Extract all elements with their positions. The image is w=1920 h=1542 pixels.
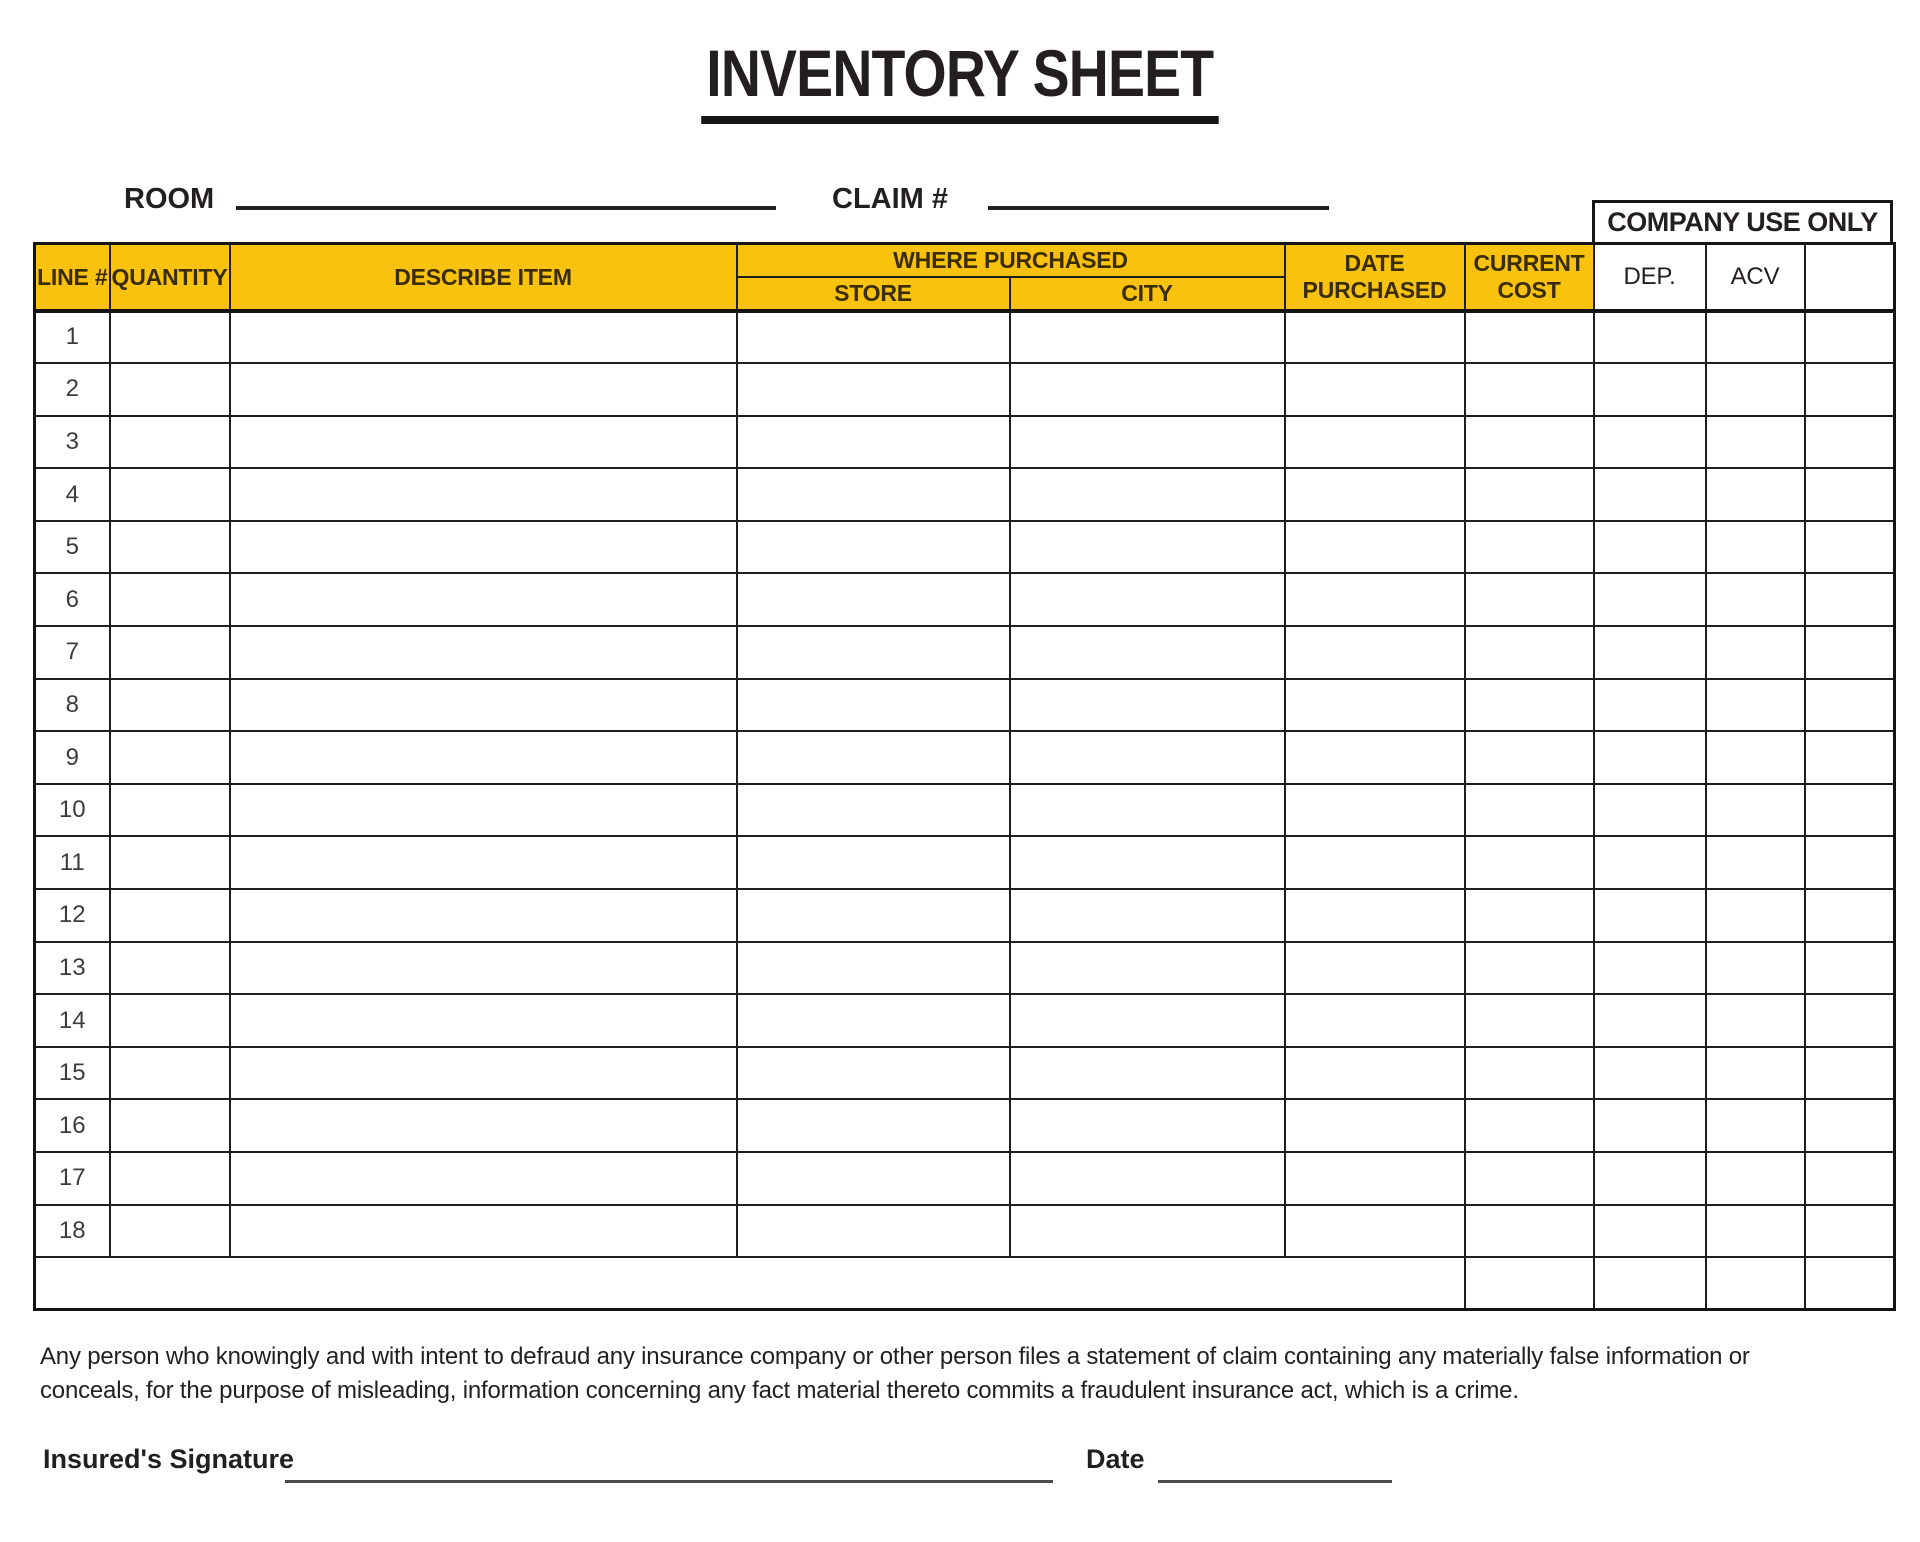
describe-item-cell[interactable] <box>230 573 737 626</box>
line-number-cell: 6 <box>35 573 110 626</box>
extra-cell[interactable] <box>1805 889 1895 942</box>
acv-cell[interactable] <box>1706 416 1805 469</box>
quantity-cell[interactable] <box>110 626 230 679</box>
acv-cell[interactable] <box>1706 784 1805 837</box>
store-cell[interactable] <box>737 311 1010 364</box>
col-header-date-purchased: DATE PURCHASED <box>1285 244 1465 311</box>
city-cell[interactable] <box>1010 731 1285 784</box>
city-cell[interactable] <box>1010 942 1285 995</box>
describe-item-cell[interactable] <box>230 889 737 942</box>
quantity-cell[interactable] <box>110 784 230 837</box>
fraud-warning-text <box>40 1340 1900 1408</box>
store-cell[interactable] <box>737 573 1010 626</box>
dep-cell[interactable] <box>1594 1205 1706 1258</box>
city-cell[interactable] <box>1010 679 1285 732</box>
store-cell[interactable] <box>737 836 1010 889</box>
current-cost-cell[interactable] <box>1465 573 1594 626</box>
date-purchased-cell[interactable] <box>1285 468 1465 521</box>
current-cost-cell[interactable] <box>1465 994 1594 1047</box>
line-number-cell: 5 <box>35 521 110 574</box>
col-header-current-cost: CURRENT COST <box>1465 244 1594 311</box>
store-cell[interactable] <box>737 679 1010 732</box>
line-number-cell: 14 <box>35 994 110 1047</box>
insureds-signature-label: Insured's Signature <box>43 1444 294 1474</box>
extra-cell[interactable] <box>1805 679 1895 732</box>
extra-cell[interactable] <box>1805 784 1895 837</box>
dep-cell[interactable] <box>1594 1099 1706 1152</box>
date-purchased-cell[interactable] <box>1285 942 1465 995</box>
line-number-cell: 8 <box>35 679 110 732</box>
line-number-cell: 1 <box>35 311 110 364</box>
date-purchased-cell[interactable] <box>1285 679 1465 732</box>
acv-cell[interactable] <box>1706 521 1805 574</box>
city-cell[interactable] <box>1010 521 1285 574</box>
extra-cell[interactable] <box>1805 1047 1895 1100</box>
acv-cell[interactable] <box>1706 1047 1805 1100</box>
table-row <box>35 784 1895 837</box>
store-cell[interactable] <box>737 626 1010 679</box>
city-cell[interactable] <box>1010 311 1285 364</box>
store-cell[interactable] <box>737 1047 1010 1100</box>
acv-cell[interactable] <box>1706 1205 1805 1258</box>
fraud-warning-line-1: Any person who knowingly and with intent to defraud any insurance company or other person files a statement of claim containing any materially false information or <box>40 1343 1750 1370</box>
line-number-cell: 17 <box>35 1152 110 1205</box>
extra-cell[interactable] <box>1805 994 1895 1047</box>
current-cost-cell[interactable] <box>1465 416 1594 469</box>
describe-item-cell[interactable] <box>230 836 737 889</box>
acv-cell[interactable] <box>1706 1152 1805 1205</box>
col-header-quantity: QUANTITY <box>110 244 230 311</box>
describe-item-cell[interactable] <box>230 1099 737 1152</box>
city-cell[interactable] <box>1010 1152 1285 1205</box>
acv-cell[interactable] <box>1706 468 1805 521</box>
dep-cell[interactable] <box>1594 416 1706 469</box>
current-cost-cell[interactable] <box>1465 836 1594 889</box>
totals-current-cost-cell[interactable] <box>1465 1257 1594 1309</box>
acv-cell[interactable] <box>1706 889 1805 942</box>
current-cost-cell[interactable] <box>1465 311 1594 364</box>
date-purchased-cell[interactable] <box>1285 416 1465 469</box>
store-cell[interactable] <box>737 1205 1010 1258</box>
current-cost-cell[interactable] <box>1465 784 1594 837</box>
form-title: INVENTORY SHEET <box>701 40 1218 124</box>
totals-acv-cell[interactable] <box>1706 1257 1805 1309</box>
current-cost-cell[interactable] <box>1465 363 1594 416</box>
extra-cell[interactable] <box>1805 731 1895 784</box>
col-header-where-purchased: WHERE PURCHASED <box>737 244 1285 277</box>
store-cell[interactable] <box>737 1099 1010 1152</box>
date-purchased-cell[interactable] <box>1285 731 1465 784</box>
date-purchased-cell[interactable] <box>1285 521 1465 574</box>
extra-cell[interactable] <box>1805 573 1895 626</box>
line-number-cell: 4 <box>35 468 110 521</box>
table-row <box>35 1047 1895 1100</box>
col-header-extra <box>1805 244 1895 311</box>
date-label: Date <box>1086 1444 1145 1474</box>
extra-cell[interactable] <box>1805 836 1895 889</box>
extra-cell[interactable] <box>1805 1152 1895 1205</box>
store-cell[interactable] <box>737 363 1010 416</box>
date-purchased-cell[interactable] <box>1285 784 1465 837</box>
date-purchased-cell[interactable] <box>1285 626 1465 679</box>
current-cost-cell[interactable] <box>1465 731 1594 784</box>
store-cell[interactable] <box>737 942 1010 995</box>
date-purchased-cell[interactable] <box>1285 573 1465 626</box>
totals-merged-cell <box>35 1257 1465 1309</box>
table-row <box>35 679 1895 732</box>
current-cost-cell[interactable] <box>1465 521 1594 574</box>
inventory-table <box>33 242 1896 1311</box>
extra-cell[interactable] <box>1805 626 1895 679</box>
describe-item-cell[interactable] <box>230 679 737 732</box>
dep-cell[interactable] <box>1594 1047 1706 1100</box>
dep-cell[interactable] <box>1594 679 1706 732</box>
date-purchased-cell[interactable] <box>1285 363 1465 416</box>
acv-cell[interactable] <box>1706 942 1805 995</box>
col-header-store: STORE <box>737 277 1010 311</box>
city-cell[interactable] <box>1010 836 1285 889</box>
describe-item-cell[interactable] <box>230 363 737 416</box>
store-cell[interactable] <box>737 731 1010 784</box>
current-cost-cell[interactable] <box>1465 1152 1594 1205</box>
title-wrap <box>0 36 1920 124</box>
dep-cell[interactable] <box>1594 942 1706 995</box>
table-row <box>35 731 1895 784</box>
store-cell[interactable] <box>737 1152 1010 1205</box>
col-header-city: CITY <box>1010 277 1285 311</box>
quantity-cell[interactable] <box>110 1205 230 1258</box>
date-purchased-cell[interactable] <box>1285 1152 1465 1205</box>
describe-item-cell[interactable] <box>230 468 737 521</box>
dep-cell[interactable] <box>1594 994 1706 1047</box>
store-cell[interactable] <box>737 521 1010 574</box>
date-purchased-cell[interactable] <box>1285 994 1465 1047</box>
city-cell[interactable] <box>1010 573 1285 626</box>
quantity-cell[interactable] <box>110 311 230 364</box>
date-blank-line[interactable] <box>1158 1480 1392 1483</box>
city-cell[interactable] <box>1010 1047 1285 1100</box>
city-cell[interactable] <box>1010 1205 1285 1258</box>
date-purchased-cell[interactable] <box>1285 889 1465 942</box>
line-number-cell: 10 <box>35 784 110 837</box>
dep-cell[interactable] <box>1594 1152 1706 1205</box>
date-purchased-cell[interactable] <box>1285 1205 1465 1258</box>
dep-cell[interactable] <box>1594 363 1706 416</box>
acv-cell[interactable] <box>1706 679 1805 732</box>
extra-cell[interactable] <box>1805 311 1895 364</box>
line-number-cell: 15 <box>35 1047 110 1100</box>
city-cell[interactable] <box>1010 994 1285 1047</box>
table-row <box>35 1099 1895 1152</box>
describe-item-cell[interactable] <box>230 994 737 1047</box>
city-cell[interactable] <box>1010 889 1285 942</box>
acv-cell[interactable] <box>1706 994 1805 1047</box>
date-purchased-cell[interactable] <box>1285 311 1465 364</box>
quantity-cell[interactable] <box>110 573 230 626</box>
acv-cell[interactable] <box>1706 626 1805 679</box>
room-label: ROOM <box>124 183 215 215</box>
dep-cell[interactable] <box>1594 889 1706 942</box>
line-number-cell: 7 <box>35 626 110 679</box>
totals-row <box>35 1257 1895 1309</box>
current-cost-cell[interactable] <box>1465 1205 1594 1258</box>
room-blank-line[interactable] <box>236 206 776 210</box>
extra-cell[interactable] <box>1805 521 1895 574</box>
quantity-cell[interactable] <box>110 679 230 732</box>
claim-number-label: CLAIM # <box>832 183 948 215</box>
city-cell[interactable] <box>1010 416 1285 469</box>
extra-cell[interactable] <box>1805 468 1895 521</box>
line-number-cell: 16 <box>35 1099 110 1152</box>
describe-item-cell[interactable] <box>230 731 737 784</box>
store-cell[interactable] <box>737 994 1010 1047</box>
line-number-cell: 11 <box>35 836 110 889</box>
extra-cell[interactable] <box>1805 1099 1895 1152</box>
company-use-only-label: COMPANY USE ONLY <box>1607 207 1878 237</box>
quantity-cell[interactable] <box>110 1047 230 1100</box>
line-number-cell: 9 <box>35 731 110 784</box>
table-row <box>35 836 1895 889</box>
acv-cell[interactable] <box>1706 1099 1805 1152</box>
dep-cell[interactable] <box>1594 836 1706 889</box>
describe-item-cell[interactable] <box>230 1047 737 1100</box>
col-header-describe-item: DESCRIBE ITEM <box>230 244 737 311</box>
quantity-cell[interactable] <box>110 836 230 889</box>
dep-cell[interactable] <box>1594 731 1706 784</box>
quantity-cell[interactable] <box>110 468 230 521</box>
describe-item-cell[interactable] <box>230 311 737 364</box>
dep-cell[interactable] <box>1594 311 1706 364</box>
claim-number-blank-line[interactable] <box>988 206 1329 210</box>
describe-item-cell[interactable] <box>230 784 737 837</box>
dep-cell[interactable] <box>1594 468 1706 521</box>
current-cost-cell[interactable] <box>1465 1047 1594 1100</box>
store-cell[interactable] <box>737 416 1010 469</box>
date-purchased-cell[interactable] <box>1285 1099 1465 1152</box>
city-cell[interactable] <box>1010 1099 1285 1152</box>
line-number-cell: 2 <box>35 363 110 416</box>
describe-item-cell[interactable] <box>230 416 737 469</box>
col-header-line-number: LINE # <box>35 244 110 311</box>
current-cost-cell[interactable] <box>1465 942 1594 995</box>
line-number-cell: 18 <box>35 1205 110 1258</box>
signature-blank-line[interactable] <box>285 1480 1053 1483</box>
totals-extra-cell[interactable] <box>1805 1257 1895 1309</box>
table-row <box>35 626 1895 679</box>
table-row <box>35 573 1895 626</box>
line-number-cell: 13 <box>35 942 110 995</box>
store-cell[interactable] <box>737 468 1010 521</box>
acv-cell[interactable] <box>1706 363 1805 416</box>
dep-cell[interactable] <box>1594 521 1706 574</box>
quantity-cell[interactable] <box>110 1099 230 1152</box>
describe-item-cell[interactable] <box>230 1205 737 1258</box>
store-cell[interactable] <box>737 784 1010 837</box>
extra-cell[interactable] <box>1805 363 1895 416</box>
current-cost-cell[interactable] <box>1465 679 1594 732</box>
city-cell[interactable] <box>1010 784 1285 837</box>
table-row <box>35 1152 1895 1205</box>
fraud-warning-line-2: conceals, for the purpose of misleading, information concerning any fact material thereto commits a fraudulent insurance act, which is a crime. <box>40 1377 1519 1404</box>
col-header-acv: ACV <box>1706 244 1805 311</box>
quantity-cell[interactable] <box>110 942 230 995</box>
quantity-cell[interactable] <box>110 994 230 1047</box>
describe-item-cell[interactable] <box>230 942 737 995</box>
line-number-cell: 12 <box>35 889 110 942</box>
table-row <box>35 1205 1895 1258</box>
acv-cell[interactable] <box>1706 573 1805 626</box>
table-row <box>35 942 1895 995</box>
describe-item-cell[interactable] <box>230 521 737 574</box>
current-cost-cell[interactable] <box>1465 626 1594 679</box>
totals-dep-cell[interactable] <box>1594 1257 1706 1309</box>
extra-cell[interactable] <box>1805 416 1895 469</box>
quantity-cell[interactable] <box>110 521 230 574</box>
city-cell[interactable] <box>1010 468 1285 521</box>
table-row <box>35 311 1895 364</box>
quantity-cell[interactable] <box>110 1152 230 1205</box>
line-number-cell: 3 <box>35 416 110 469</box>
acv-cell[interactable] <box>1706 731 1805 784</box>
dep-cell[interactable] <box>1594 626 1706 679</box>
quantity-cell[interactable] <box>110 363 230 416</box>
quantity-cell[interactable] <box>110 731 230 784</box>
table-row <box>35 889 1895 942</box>
col-header-dep: DEP. <box>1594 244 1706 311</box>
date-purchased-cell[interactable] <box>1285 1047 1465 1100</box>
quantity-cell[interactable] <box>110 416 230 469</box>
dep-cell[interactable] <box>1594 784 1706 837</box>
current-cost-cell[interactable] <box>1465 468 1594 521</box>
table-row <box>35 416 1895 469</box>
current-cost-cell[interactable] <box>1465 1099 1594 1152</box>
table-row <box>35 363 1895 416</box>
company-use-only-box <box>1592 200 1893 245</box>
table-row <box>35 994 1895 1047</box>
inventory-table-body <box>35 311 1895 1258</box>
acv-cell[interactable] <box>1706 311 1805 364</box>
current-cost-cell[interactable] <box>1465 889 1594 942</box>
extra-cell[interactable] <box>1805 1205 1895 1258</box>
table-row <box>35 468 1895 521</box>
acv-cell[interactable] <box>1706 836 1805 889</box>
store-cell[interactable] <box>737 889 1010 942</box>
describe-item-cell[interactable] <box>230 626 737 679</box>
extra-cell[interactable] <box>1805 942 1895 995</box>
date-purchased-cell[interactable] <box>1285 836 1465 889</box>
city-cell[interactable] <box>1010 363 1285 416</box>
city-cell[interactable] <box>1010 626 1285 679</box>
quantity-cell[interactable] <box>110 889 230 942</box>
dep-cell[interactable] <box>1594 573 1706 626</box>
table-row <box>35 521 1895 574</box>
describe-item-cell[interactable] <box>230 1152 737 1205</box>
